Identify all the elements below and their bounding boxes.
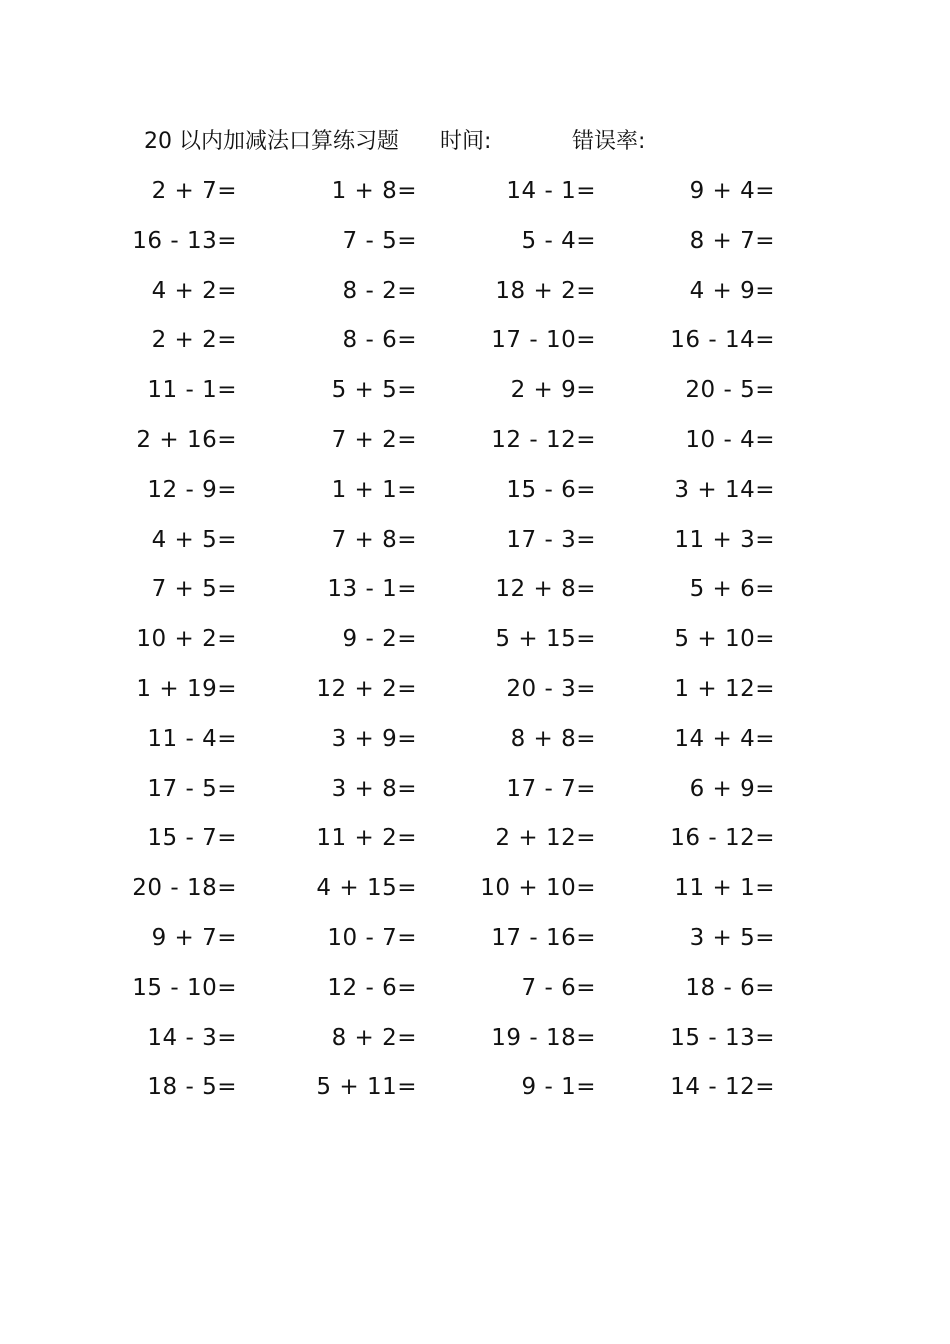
problem-item: 11 + 2= (316, 825, 417, 852)
problem-item: 7 + 5= (151, 576, 237, 603)
problem-item: 17 - 16= (491, 925, 596, 951)
problem-item: 12 + 2= (316, 676, 417, 702)
problem-row (0, 273, 950, 309)
problem-item: 5 + 6= (689, 576, 775, 603)
problem-item: 16 - 14= (670, 327, 775, 354)
problem-item: 7 - 6= (521, 974, 596, 1001)
problem-item: 19 - 18= (491, 1024, 596, 1051)
problem-item: 8 + 2= (331, 1024, 417, 1051)
problem-item: 11 + 3= (674, 526, 775, 553)
problem-item: 15 - 13= (670, 1024, 775, 1051)
worksheet-header (144, 126, 844, 158)
problem-item: 9 - 1= (521, 1074, 596, 1101)
problem-item: 8 + 8= (510, 725, 596, 752)
worksheet-title: 20 以内加减法口算练习题 (144, 129, 399, 154)
problem-row (0, 422, 950, 458)
error-rate-label: 错误率: (572, 129, 646, 154)
problem-row (0, 472, 950, 508)
problem-row (0, 571, 950, 607)
problem-row (0, 721, 950, 757)
problem-item: 18 - 6= (685, 974, 775, 1001)
problem-item: 5 + 5= (331, 377, 417, 404)
time-label: 时间: (440, 129, 492, 154)
problem-item: 3 + 5= (689, 925, 775, 951)
problem-item: 2 + 16= (136, 427, 237, 453)
problem-item: 2 + 2= (151, 327, 237, 354)
problem-item: 6 + 9= (689, 775, 775, 802)
problem-item: 5 + 15= (495, 626, 596, 653)
problem-item: 10 + 10= (480, 875, 596, 902)
problem-item: 3 + 9= (331, 725, 417, 752)
problem-item: 1 + 19= (136, 676, 237, 702)
problem-item: 15 - 7= (147, 825, 237, 852)
problem-item: 1 + 8= (331, 178, 417, 204)
problem-item: 4 + 2= (151, 277, 237, 304)
problem-row (0, 970, 950, 1006)
problem-row (0, 920, 950, 956)
problem-item: 1 + 12= (674, 676, 775, 702)
problem-item: 3 + 14= (674, 476, 775, 503)
problem-item: 14 - 3= (147, 1024, 237, 1051)
problem-item: 5 + 10= (674, 626, 775, 653)
problem-item: 14 - 12= (670, 1074, 775, 1101)
problem-item: 1 + 1= (331, 476, 417, 503)
problem-row (0, 372, 950, 408)
problem-item: 20 - 3= (506, 676, 596, 702)
problem-row (0, 1069, 950, 1105)
problem-row (0, 671, 950, 707)
problem-item: 16 - 12= (670, 825, 775, 852)
problem-item: 16 - 13= (132, 227, 237, 254)
problem-item: 7 - 5= (342, 227, 417, 254)
problem-item: 3 + 8= (331, 775, 417, 802)
problem-item: 8 + 7= (689, 227, 775, 254)
problem-item: 12 - 6= (327, 974, 417, 1001)
problem-item: 2 + 9= (510, 377, 596, 404)
problem-item: 12 + 8= (495, 576, 596, 603)
problem-item: 12 - 9= (147, 476, 237, 503)
problem-item: 11 - 4= (147, 725, 237, 752)
problem-row (0, 820, 950, 856)
problem-row (0, 322, 950, 358)
problem-row (0, 522, 950, 558)
problem-item: 8 - 2= (342, 277, 417, 304)
problem-item: 4 + 5= (151, 526, 237, 553)
problem-item: 15 - 6= (506, 476, 596, 503)
problem-item: 17 - 5= (147, 775, 237, 802)
problem-item: 10 - 7= (327, 925, 417, 951)
problem-item: 18 - 5= (147, 1074, 237, 1101)
problem-item: 7 + 2= (331, 427, 417, 453)
problem-item: 20 - 18= (132, 875, 237, 902)
problem-item: 17 - 10= (491, 327, 596, 354)
problem-item: 5 + 11= (316, 1074, 417, 1101)
problem-item: 17 - 3= (506, 526, 596, 553)
problem-row (0, 870, 950, 906)
problem-item: 11 - 1= (147, 377, 237, 404)
problem-row (0, 173, 950, 209)
problem-row (0, 223, 950, 259)
problem-item: 20 - 5= (685, 377, 775, 404)
problem-item: 4 + 9= (689, 277, 775, 304)
problem-item: 13 - 1= (327, 576, 417, 603)
problem-item: 2 + 7= (151, 178, 237, 204)
problem-item: 9 + 7= (151, 925, 237, 951)
problem-row (0, 771, 950, 807)
problem-item: 18 + 2= (495, 277, 596, 304)
problem-item: 12 - 12= (491, 427, 596, 453)
problem-item: 7 + 8= (331, 526, 417, 553)
problem-item: 11 + 1= (674, 875, 775, 902)
problem-item: 8 - 6= (342, 327, 417, 354)
problem-item: 10 + 2= (136, 626, 237, 653)
problem-item: 9 - 2= (342, 626, 417, 653)
problem-item: 15 - 10= (132, 974, 237, 1001)
problem-item: 17 - 7= (506, 775, 596, 802)
problem-item: 5 - 4= (521, 227, 596, 254)
problem-item: 10 - 4= (685, 427, 775, 453)
problem-item: 4 + 15= (316, 875, 417, 902)
problem-row (0, 1020, 950, 1056)
problem-item: 2 + 12= (495, 825, 596, 852)
problem-item: 9 + 4= (689, 178, 775, 204)
problem-item: 14 - 1= (506, 178, 596, 204)
problem-item: 14 + 4= (674, 725, 775, 752)
problem-row (0, 621, 950, 657)
